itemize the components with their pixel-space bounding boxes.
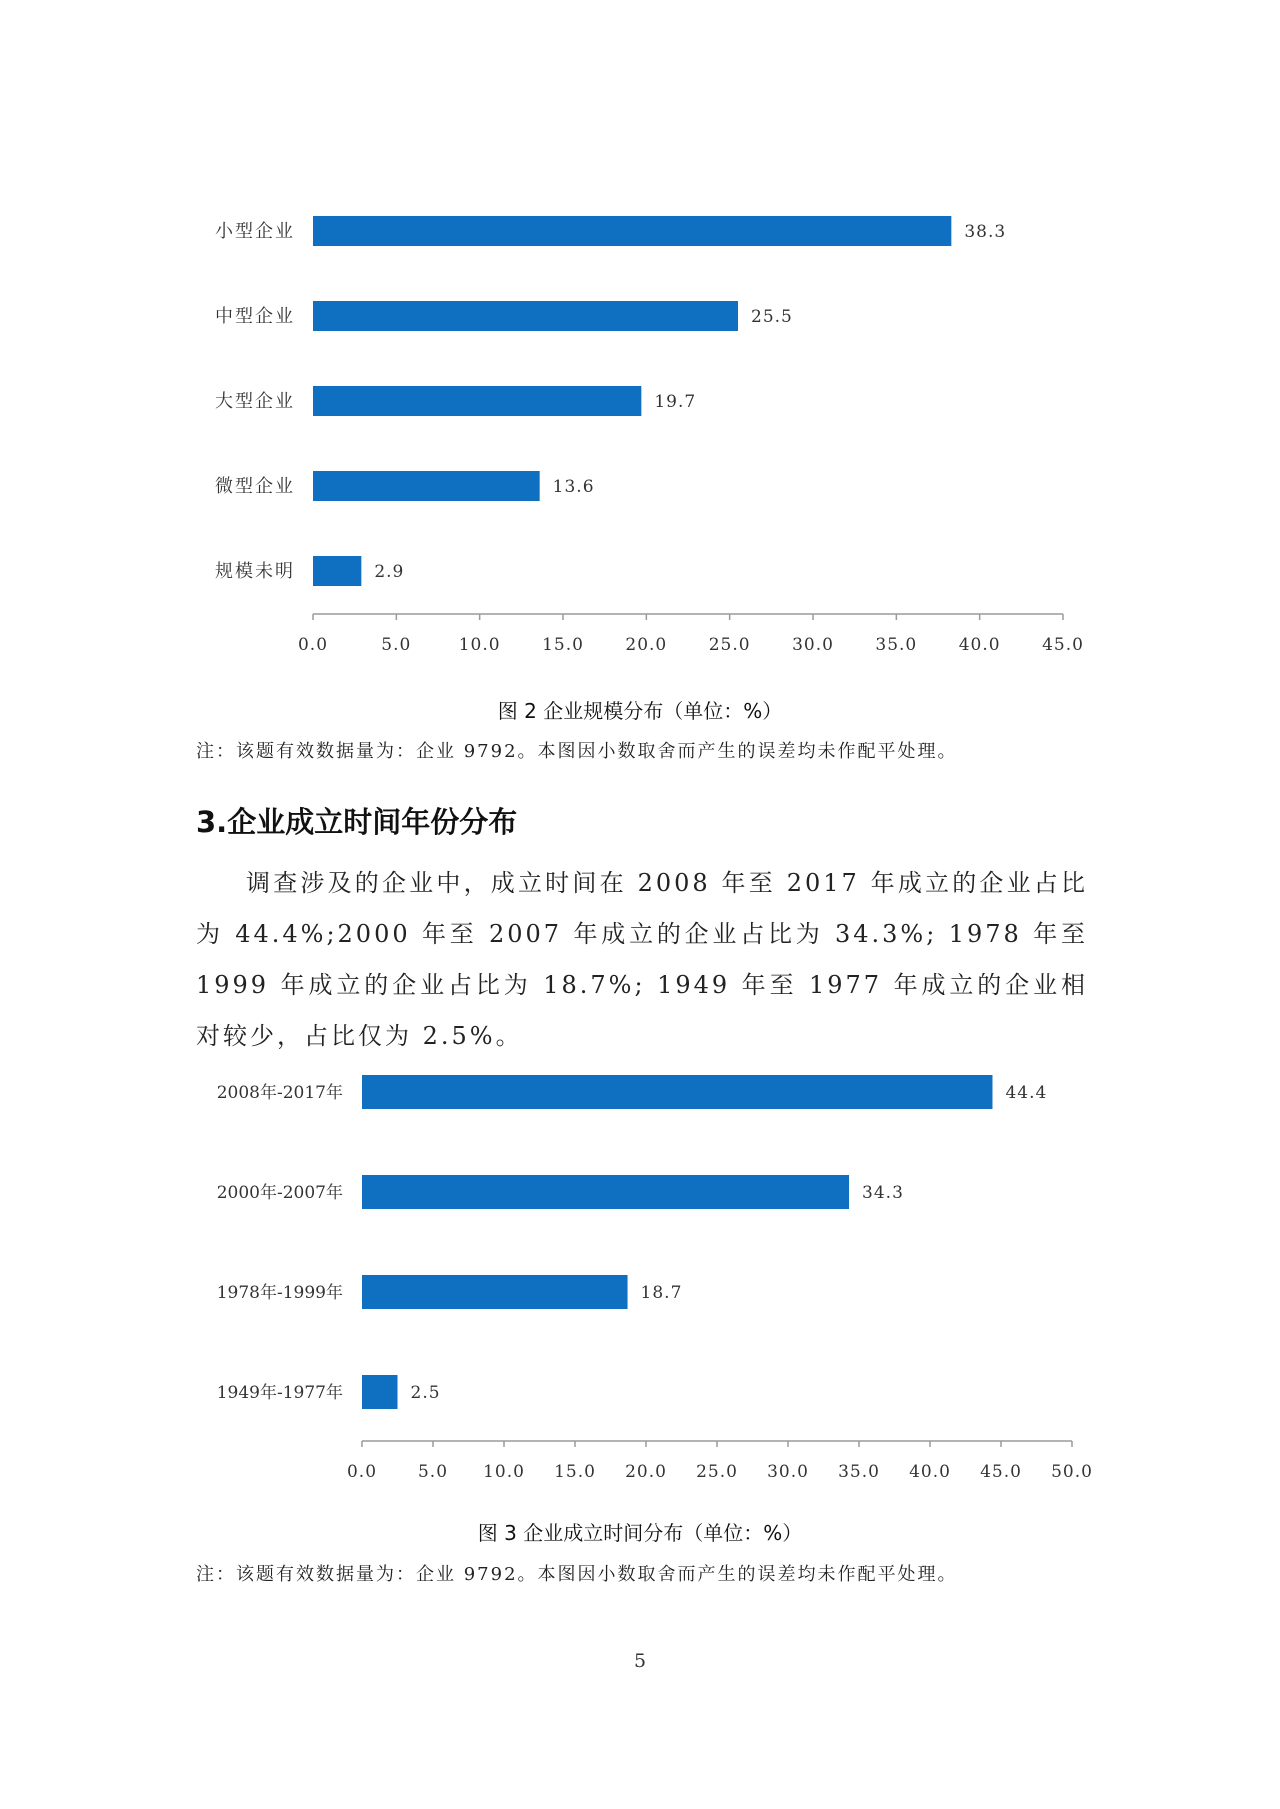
- page-number: 5: [633, 1650, 647, 1672]
- enterprise-size-bar-chart: [0, 190, 1280, 670]
- bar-3: [313, 471, 540, 501]
- x-tick-label: 5.0: [417, 1462, 449, 1482]
- category-label: 规模未明: [215, 561, 295, 582]
- bar-2: [313, 386, 641, 416]
- data-label: 2.5: [410, 1383, 441, 1403]
- x-tick-label: 10.0: [458, 635, 501, 655]
- section-heading: 3.企业成立时间年份分布: [196, 805, 518, 839]
- data-label: 13.6: [552, 477, 595, 497]
- bar-3: [362, 1375, 398, 1409]
- x-tick-label: 15.0: [554, 1462, 596, 1482]
- x-tick-label: 45.0: [1042, 635, 1084, 655]
- figure2-caption: 图 2 企业规模分布（单位：%）: [497, 699, 783, 723]
- data-label: 38.3: [964, 222, 1007, 242]
- x-tick-label: 40.0: [909, 1462, 951, 1482]
- data-label: 2.9: [374, 562, 405, 582]
- bar-0: [313, 216, 951, 246]
- data-label: 25.5: [751, 307, 793, 327]
- category-label: 2008年-2017年: [216, 1083, 343, 1103]
- x-tick-label: 35.0: [875, 635, 918, 655]
- x-tick-label: 5.0: [381, 635, 412, 655]
- x-tick-label: 50.0: [1051, 1462, 1093, 1482]
- x-tick-label: 15.0: [542, 635, 584, 655]
- founding-year-bar-chart: [0, 1050, 1280, 1500]
- category-label: 1978年-1999年: [216, 1283, 343, 1303]
- bar-2: [362, 1275, 628, 1309]
- x-tick-label: 0.0: [297, 635, 329, 655]
- category-label: 大型企业: [215, 391, 295, 412]
- data-label: 18.7: [640, 1283, 683, 1303]
- data-label: 19.7: [654, 392, 697, 412]
- data-label: 44.4: [1005, 1083, 1048, 1103]
- category-label: 中型企业: [215, 306, 295, 327]
- bar-1: [313, 301, 738, 331]
- x-tick-label: 30.0: [792, 635, 834, 655]
- x-tick-label: 20.0: [625, 635, 668, 655]
- x-tick-label: 25.0: [708, 635, 751, 655]
- category-label: 小型企业: [215, 221, 295, 242]
- bar-1: [362, 1175, 849, 1209]
- x-tick-label: 25.0: [696, 1462, 738, 1482]
- figure3-note: 注：该题有效数据量为：企业 9792。本图因小数取舍而产生的误差均未作配平处理。: [196, 1564, 958, 1585]
- x-tick-label: 45.0: [980, 1462, 1022, 1482]
- x-tick-label: 40.0: [958, 635, 1001, 655]
- bar-4: [313, 556, 361, 586]
- bar-0: [362, 1075, 992, 1109]
- x-tick-label: 0.0: [346, 1462, 378, 1482]
- figure3-caption: 图 3 企业成立时间分布（单位：%）: [477, 1521, 803, 1545]
- x-tick-label: 20.0: [625, 1462, 667, 1482]
- category-label: 微型企业: [215, 476, 295, 497]
- category-label: 1949年-1977年: [216, 1383, 343, 1403]
- section-paragraph: 调查涉及的企业中，成立时间在 2008 年至 2017 年成立的企业占比为 44.4%;2000 年至 2007 年成立的企业占比为 34.3%; 1978 年至 1999 年成立的企业占比为 18.7%; 1949 年至 1977 年成立的企业相对较少，占比仅为 2.5%。: [196, 869, 1088, 1050]
- x-tick-label: 30.0: [767, 1462, 809, 1482]
- x-tick-label: 35.0: [838, 1462, 880, 1482]
- x-tick-label: 10.0: [483, 1462, 525, 1482]
- data-label: 34.3: [862, 1183, 904, 1203]
- figure2-note: 注：该题有效数据量为：企业 9792。本图因小数取舍而产生的误差均未作配平处理。: [196, 741, 958, 762]
- category-label: 2000年-2007年: [216, 1183, 343, 1203]
